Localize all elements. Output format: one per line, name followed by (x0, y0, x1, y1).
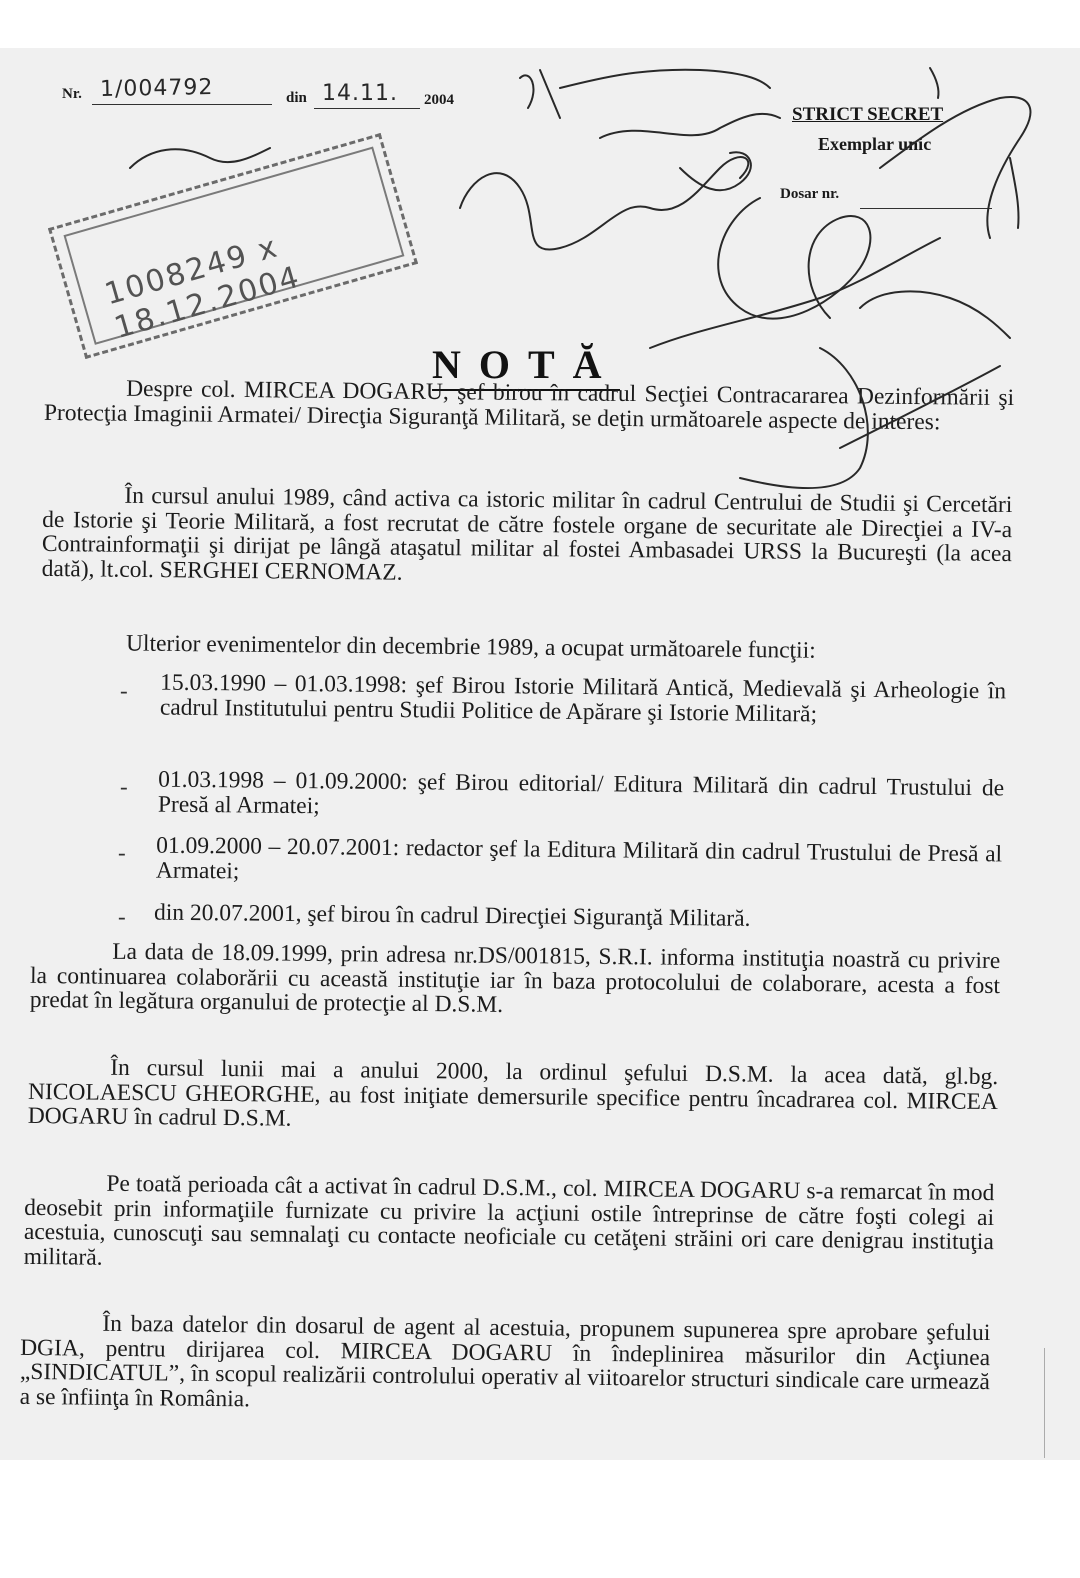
list-dash: - (118, 840, 126, 865)
stamp-text: 1008249 x 18.12.2004 (100, 229, 305, 346)
list-item: din 20.07.2001, şef birou în cadrul Direcţiei Siguranţă Militară. (153, 899, 751, 932)
signature-stroke (860, 291, 1010, 338)
signature-stroke (718, 198, 870, 319)
paragraph-proposal: În baza datelor din dosarul de agent al acestuia, propunem supunerea spre aprobare şefului DGIA, pentru dirijarea col. MIRCEA DOGARU în îndeplinirea măsurilor din Acţiunea „SINDICATUL”, în scopul realizării controlului operativ al viitoarelor structuri sindicale care urmează a se înfiinţa în România. (19, 1310, 991, 1412)
paragraph-activity: Pe toată perioada cât a activat în cadrul D.S.M., col. MIRCEA DOGARU s-a remarcat în mod deosebit prin informaţiile furnizate cu privire la acţiuni ostile întreprinse de către foşti colegi ai acestuia, cunoscuţi sau semnalaţi cu contacte neoficiale cu cetăţeni străini ori care denigrau instituţia militară. (23, 1170, 995, 1271)
dosar-label: Dosar nr. (780, 186, 840, 202)
paragraph-intro: Despre col. MIRCEA DOGARU, şef birou în cadrul Secţiei Contracararea Dezinformării şi Protecţia Imaginii Armatei/ Direcţia Siguranţă Militară, se deţin următoarele aspecte de interes: (43, 375, 1015, 435)
paragraph-1989: În cursul anului 1989, când activa ca istoric militar în cadrul Centrului de Studii şi Cercetări de Istorie şi Teorie Militară, a fost recrutat de către fostele organe de securitate ale Direcţiei a IV-a Contrainformaţii şi dirijat pe lângă ataşatul militar al fostei Ambasadei URSS la Bucureşti (la acea dată), lt.col. SERGHEI CERNOMAZ. (41, 482, 1013, 586)
list-item: 15.03.1990 – 01.03.1998: şef Birou Istorie Militară Antică, Medievală şi Arheologie în cadrul Institutului pentru Studii Politice de Apărare şi Istorie Militară; (159, 669, 1007, 727)
dosar-underline (860, 208, 992, 209)
document-sheet (0, 48, 1080, 1460)
din-label: din (286, 90, 307, 106)
signature-stroke (520, 70, 770, 118)
nr-label: Nr. (62, 86, 82, 102)
nr-underline (92, 104, 272, 105)
list-item: 01.03.1998 – 01.09.2000: şef Birou editorial/ Editura Militară din cadrul Trustului de Presă al Armatei; (157, 766, 1005, 819)
date-year: 2004 (424, 92, 454, 108)
paragraph-1999: La data de 18.09.1999, prin adresa nr.DS/001815, S.R.I. informa instituţia noastră cu privire la continuarea colaborării cu această instituţie iar în baza protocolului de colaborare, acesta a fost predat în legătura organului de protecţie al D.S.M. (29, 938, 1001, 1018)
date-value: 14.11. (322, 81, 398, 106)
paragraph-2000: În cursul lunii mai a anului 2000, la ordinul şefului D.S.M. la acea dată, gl.bg. NICOLAESCU GHEORGHE, au fost iniţiate demersurile specifice pentru încadrarea col. MIRCEA DOGARU în cadrul D.S.M. (27, 1054, 999, 1132)
signature-stroke (600, 114, 780, 138)
signature-stroke (930, 68, 939, 98)
nr-value: 1/004792 (99, 75, 214, 102)
margin-line (1044, 1348, 1045, 1458)
stamp-scribble (130, 148, 270, 168)
signature-stroke (1010, 158, 1019, 228)
exemplar-label: Exemplar unic (818, 134, 932, 154)
signature-stroke (460, 157, 748, 249)
signature-stroke (650, 238, 940, 348)
signature-stroke (680, 152, 751, 190)
document-title: NOTĂ (432, 343, 620, 391)
date-underline (314, 108, 420, 109)
list-dash: - (120, 678, 128, 703)
list-dash: - (118, 904, 126, 929)
list-dash: - (120, 774, 128, 799)
list-item: 01.09.2000 – 20.07.2001: redactor şef la Editura Militară din cadrul Trustului de Presă al Armatei; (155, 832, 1003, 884)
paragraph-functions-intro: Ulterior evenimentelor din decembrie 1989, a ocupat următoarele funcţii: (125, 630, 816, 664)
registration-stamp (48, 133, 418, 359)
classification-label: STRICT SECRET (792, 104, 944, 125)
